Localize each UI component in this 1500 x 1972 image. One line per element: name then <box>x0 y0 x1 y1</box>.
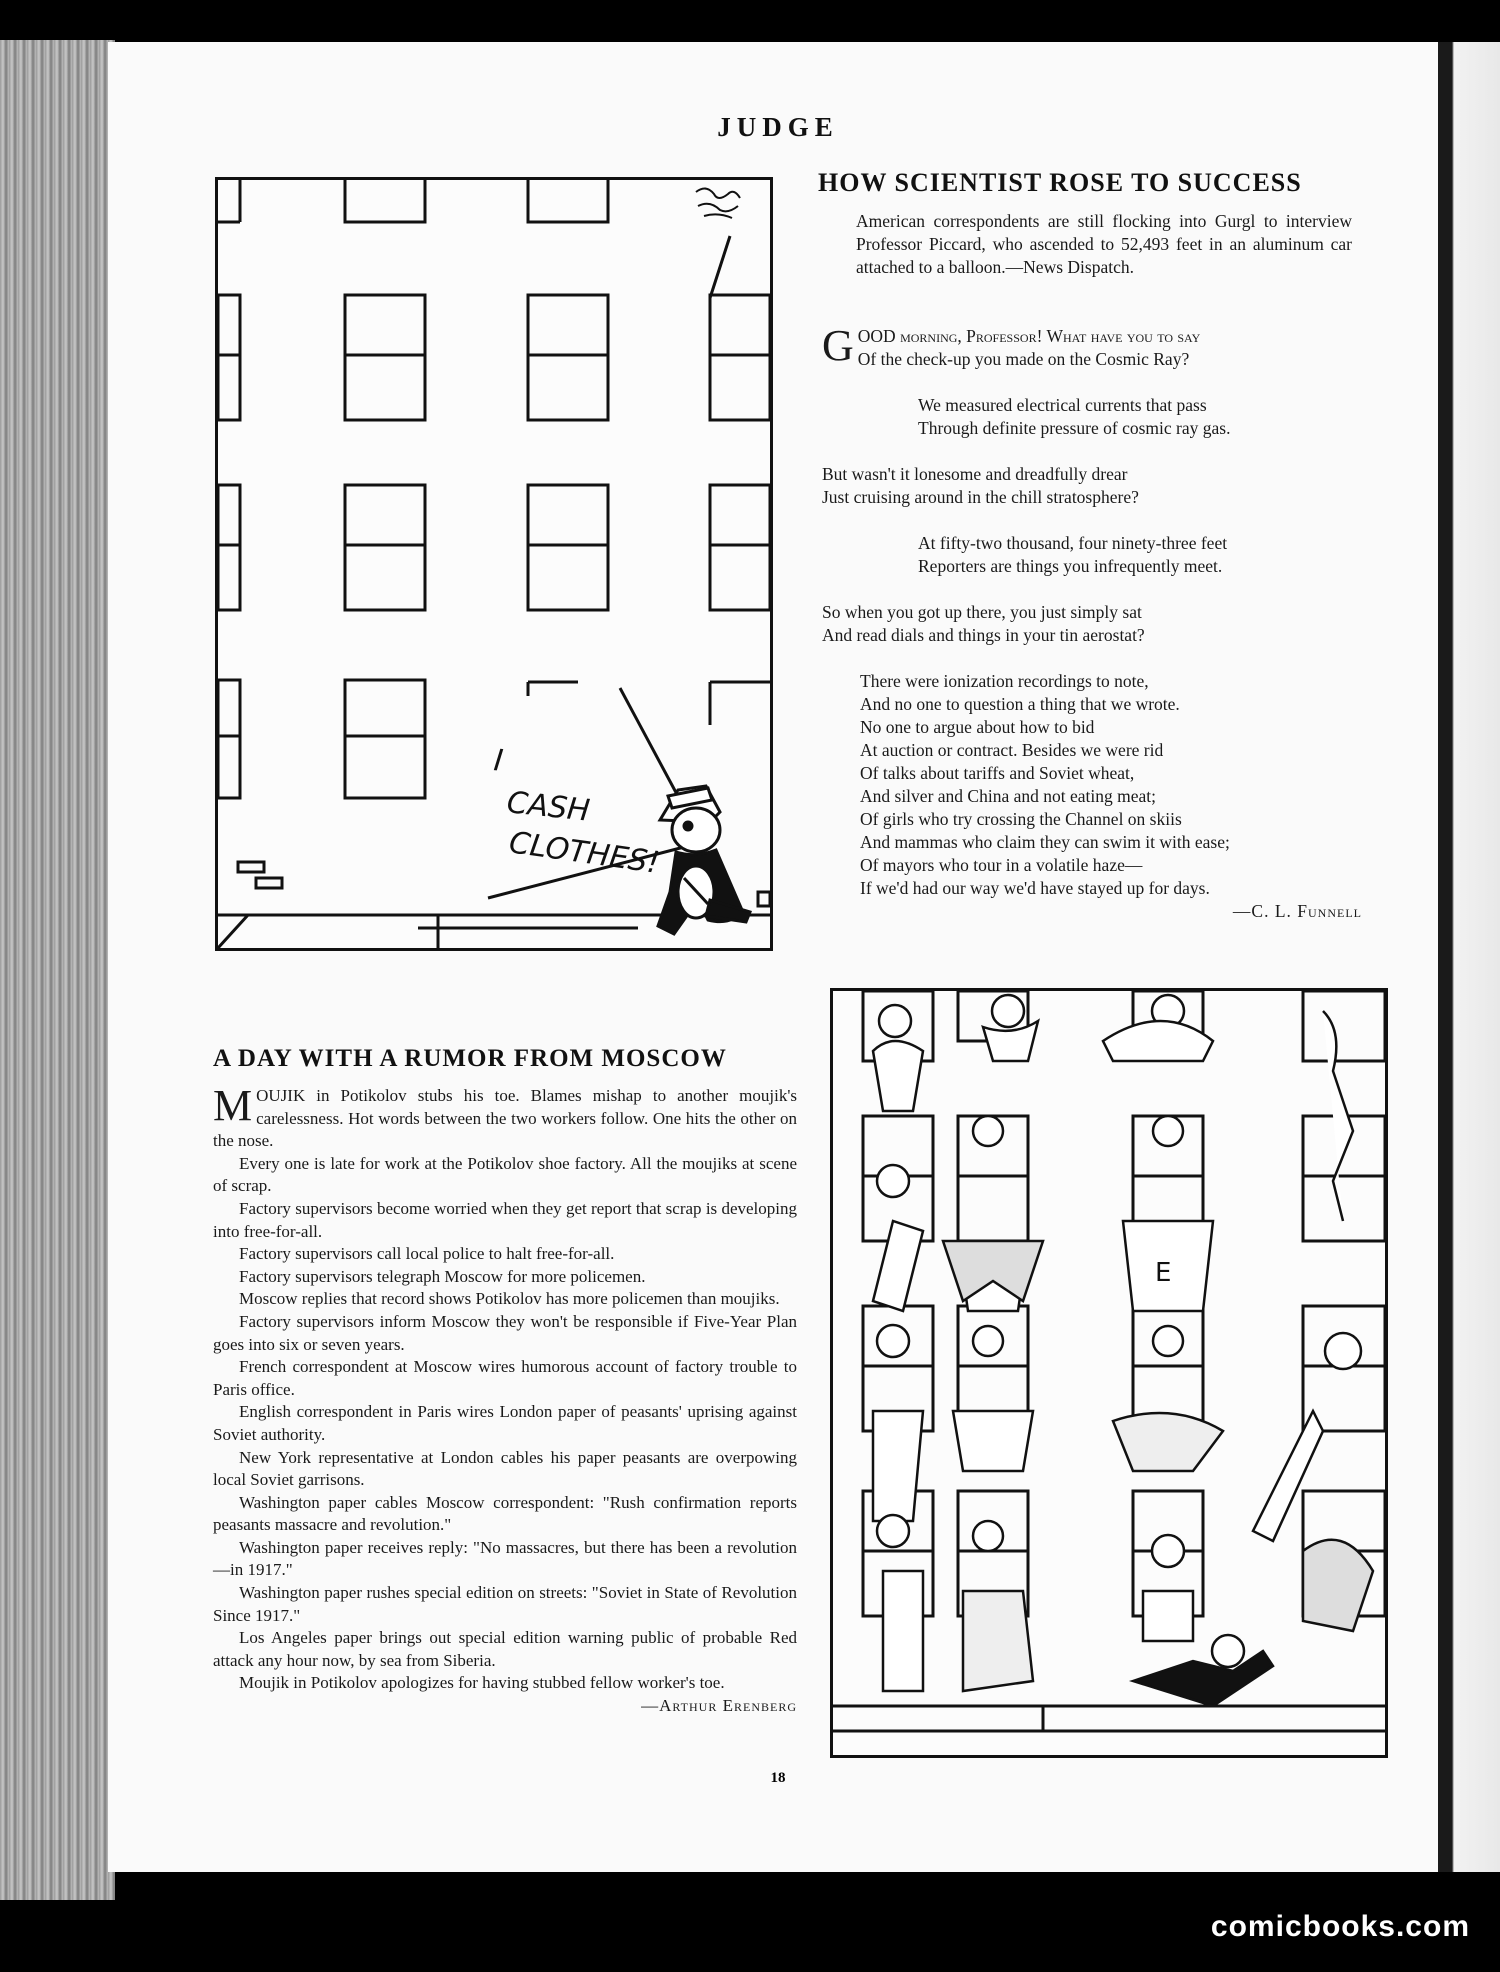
svg-text:E: E <box>1155 1258 1172 1288</box>
article-paragraph-2: Every one is late for work at the Potikolov shoe factory. All the moujiks at scene of scrap. <box>213 1153 797 1196</box>
article-paragraph-5: Factory supervisors telegraph Moscow for more policemen. <box>239 1266 646 1286</box>
article-paragraph-1-text: in Potikolov stubs his toe. Blames mishap to another moujik's carelessness. Hot words between the two workers follow. One hits the other on the nose. <box>213 1086 797 1151</box>
book-page-edges <box>0 40 115 1900</box>
masthead: JUDGE <box>717 112 839 142</box>
sign-line-3: CLOTHES! <box>506 825 662 881</box>
poem-stanza-5: So when you got up there, you just simply sat And read dials and things in your tin aerostat? <box>822 602 1145 645</box>
article-paragraph-15 <box>213 1672 797 1716</box>
article-paragraph-13: Washington paper rushes special edition on streets: "Soviet in State of Revolution Since 1917." <box>213 1583 797 1625</box>
poem-stanza-1-line-2: Of the check-up you made on the Cosmic Ray? <box>857 349 1190 369</box>
article-first-word: OUJIK <box>256 1086 306 1105</box>
sign-line-2: CASH <box>505 785 592 829</box>
cartoon-windows-clothes <box>830 988 1388 1758</box>
cartoon-cash-clothes <box>215 177 773 951</box>
article-paragraph-4: Factory supervisors call local police to halt free-for-all. <box>239 1244 615 1264</box>
poem-stanza-3: But wasn't it lonesome and dreadfully drear Just cruising around in the chill stratosphere? <box>822 464 1139 507</box>
article-drop-cap: M <box>213 1081 253 1130</box>
artist-signature <box>696 188 740 218</box>
next-page-edge <box>1438 42 1500 1872</box>
article-body <box>213 1081 797 1718</box>
cartoon-man <box>658 786 750 934</box>
article-paragraph-10: New York representative at London cables his paper peasants are overpowing local Soviet garrisons. <box>213 1447 797 1490</box>
poem-intro: American correspondents are still flocking into Gurgl to interview Professor Piccard, who ascended to 52,493 feet in an aluminum car attached to a balloon.—News Dispatch. <box>856 211 1352 277</box>
article-paragraph-6: Moscow replies that record shows Potikolov has more policemen than moujiks. <box>239 1289 780 1309</box>
cartoon-windows-drawing <box>833 991 1385 1755</box>
article-paragraph-7: Factory supervisors inform Moscow they won't be responsible if Five-Year Plan goes into six or seven years. <box>213 1311 797 1354</box>
poem-title: HOW SCIENTIST ROSE TO SUCCESS <box>818 168 1302 197</box>
poem-signature: —C. L. Funnell <box>1232 901 1362 921</box>
article-signature: —Arthur Erenberg <box>641 1696 797 1716</box>
article-paragraph-15-text: Moujik in Potikolov apologizes for having stubbed fellow worker's toe. <box>239 1673 725 1693</box>
sign-line-1: I <box>492 743 505 779</box>
cartoon-figures <box>873 995 1373 1706</box>
sign-text <box>492 743 661 881</box>
poem-stanza-1-line-1: OOD morning, Professor! What have you to say <box>857 326 1201 346</box>
article-paragraph-8: French correspondent at Moscow wires humorous account of factory trouble to Paris office. <box>213 1357 797 1399</box>
page-number: 18 <box>770 1770 786 1786</box>
poem-stanza-6: There were ionization recordings to note, And no one to question a thing that we wrote. No one to argue about how to bid At auction or contract. Besides we were rid Of talks about tariffs and Soviet wheat, And silver and China and not eating meat; Of girls who try crossing the Channel on skiis And mammas who claim they can swim it with ease; Of mayors who tour in a volatile haze— If we'd had our way we'd have stayed up for days. <box>860 671 1230 898</box>
article-paragraph-3: Factory supervisors become worried when they get report that scrap is developing into free-for-all. <box>213 1198 797 1241</box>
magazine-page <box>108 42 1448 1872</box>
poem-drop-cap: G <box>822 321 854 370</box>
poem-stanza-4: At fifty-two thousand, four ninety-three feet Reporters are things you infrequently meet. <box>918 533 1228 576</box>
poem-stanza-2: We measured electrical currents that pass Through definite pressure of cosmic ray gas. <box>918 395 1231 438</box>
watermark: comicbooks.com <box>1210 1910 1470 1943</box>
article-paragraph-12: Washington paper receives reply: "No massacres, but there has been a revolution—in 1917." <box>213 1537 797 1580</box>
poem-stanza-1 <box>822 302 1392 371</box>
article-paragraph-9: English correspondent in Paris wires London paper of peasants' uprising against Soviet authority. <box>213 1402 797 1444</box>
article-title: A DAY WITH A RUMOR FROM MOSCOW <box>213 1045 727 1072</box>
poem <box>822 210 1392 923</box>
article-paragraph-14: Los Angeles paper brings out special edition warning public of probable Red attack any hour now, by sea from Siberia. <box>213 1628 797 1670</box>
article-paragraph-1 <box>213 1081 797 1153</box>
cartoon-drawing <box>218 180 770 948</box>
article-paragraph-11: Washington paper cables Moscow correspondent: "Rush confirmation reports peasants massacre and revolution." <box>213 1492 797 1535</box>
